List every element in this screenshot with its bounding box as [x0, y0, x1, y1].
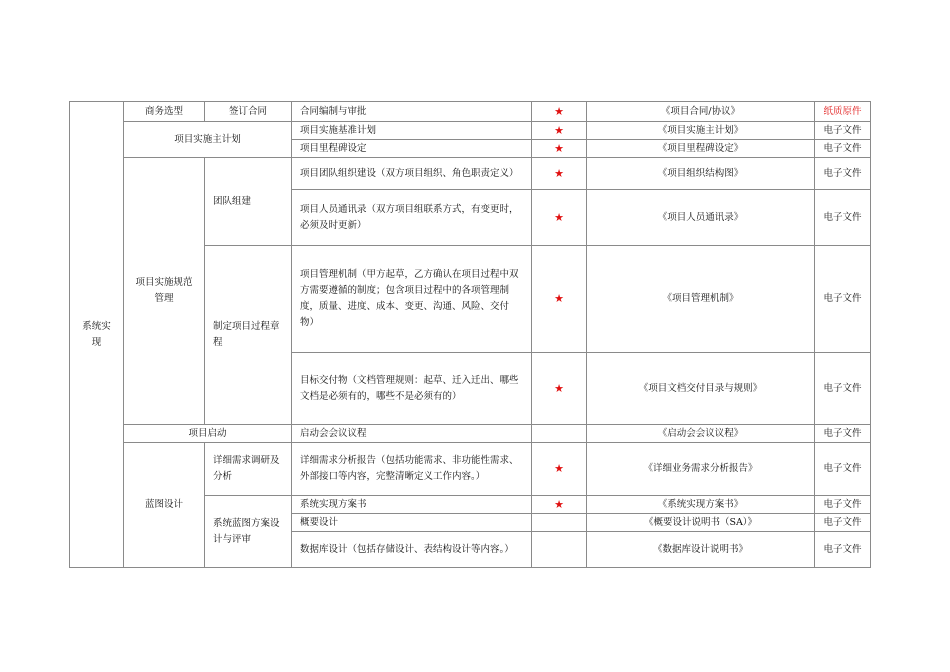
doc-cell: 《项目管理机制》	[587, 246, 815, 353]
table-row	[70, 122, 871, 140]
format-cell: 电子文件	[815, 425, 871, 443]
star-icon: ★	[532, 443, 587, 496]
format-cell: 电子文件	[815, 443, 871, 496]
task-cell: 系统实现方案书	[292, 496, 532, 514]
star-icon: ★	[532, 190, 587, 246]
stage-cell: 商务选型	[124, 102, 205, 122]
substage-cell: 详细需求调研及分析	[205, 443, 292, 496]
doc-cell: 《项目文档交付目录与规则》	[587, 353, 815, 425]
format-cell: 电子文件	[815, 353, 871, 425]
star-icon: ★	[532, 158, 587, 190]
star-icon: ★	[532, 122, 587, 140]
format-cell: 电子文件	[815, 158, 871, 190]
format-cell: 纸质原件	[815, 102, 871, 122]
substage-cell: 团队组建	[205, 158, 292, 246]
doc-cell: 《数据库设计说明书》	[587, 532, 815, 568]
stage-cell: 项目启动	[124, 425, 292, 443]
table-row	[70, 443, 871, 496]
format-cell: 电子文件	[815, 122, 871, 140]
table-row	[70, 425, 871, 443]
doc-cell: 《概要设计说明书（SA）》	[587, 514, 815, 532]
task-cell: 项目管理机制（甲方起草，乙方确认在项目过程中双方需要遵循的制度；包含项目过程中的各项管理制度，质量、进度、成本、变更、沟通、风险、交付物）	[292, 246, 532, 353]
task-cell: 项目里程碑设定	[292, 140, 532, 158]
doc-cell: 《启动会会议议程》	[587, 425, 815, 443]
substage-cell: 系统蓝图方案设计与评审	[205, 496, 292, 568]
task-cell: 数据库设计（包括存储设计、表结构设计等内容。）	[292, 532, 532, 568]
substage-cell: 制定项目过程章程	[205, 246, 292, 425]
doc-cell: 《项目里程碑设定》	[587, 140, 815, 158]
task-cell: 详细需求分析报告（包括功能需求、非功能性需求、外部接口等内容，完整清晰定义工作内容。）	[292, 443, 532, 496]
stage-cell: 项目实施规范管理	[124, 158, 205, 425]
task-cell: 项目人员通讯录（双方项目组联系方式，有变更时，必须及时更新）	[292, 190, 532, 246]
table-row	[70, 158, 871, 190]
star-empty	[532, 532, 587, 568]
stage-cell: 项目实施主计划	[124, 122, 292, 158]
format-cell: 电子文件	[815, 140, 871, 158]
table-row	[70, 102, 871, 122]
format-cell: 电子文件	[815, 190, 871, 246]
task-cell: 目标交付物（文档管理规则：起草、迁入迁出、哪些文档是必须有的，哪些不是必须有的）	[292, 353, 532, 425]
task-cell: 合同编制与审批	[292, 102, 532, 122]
star-icon: ★	[532, 102, 587, 122]
format-cell: 电子文件	[815, 514, 871, 532]
doc-cell: 《项目人员通讯录》	[587, 190, 815, 246]
format-cell: 电子文件	[815, 532, 871, 568]
doc-cell: 《详细业务需求分析报告》	[587, 443, 815, 496]
substage-cell: 签订合同	[205, 102, 292, 122]
format-cell: 电子文件	[815, 246, 871, 353]
task-cell: 启动会会议议程	[292, 425, 532, 443]
star-empty	[532, 514, 587, 532]
task-cell: 项目团队组织建设（双方项目组织、角色职责定义）	[292, 158, 532, 190]
stage-cell: 蓝图设计	[124, 443, 205, 568]
star-empty	[532, 425, 587, 443]
star-icon: ★	[532, 140, 587, 158]
doc-cell: 《项目合同/协议》	[587, 102, 815, 122]
task-cell: 项目实施基准计划	[292, 122, 532, 140]
doc-cell: 《系统实现方案书》	[587, 496, 815, 514]
doc-cell: 《项目组织结构图》	[587, 158, 815, 190]
phase-cell: 系统实现	[70, 102, 124, 568]
star-icon: ★	[532, 496, 587, 514]
task-cell: 概要设计	[292, 514, 532, 532]
format-cell: 电子文件	[815, 496, 871, 514]
star-icon: ★	[532, 353, 587, 425]
deliverables-table	[69, 101, 871, 568]
doc-cell: 《项目实施主计划》	[587, 122, 815, 140]
star-icon: ★	[532, 246, 587, 353]
